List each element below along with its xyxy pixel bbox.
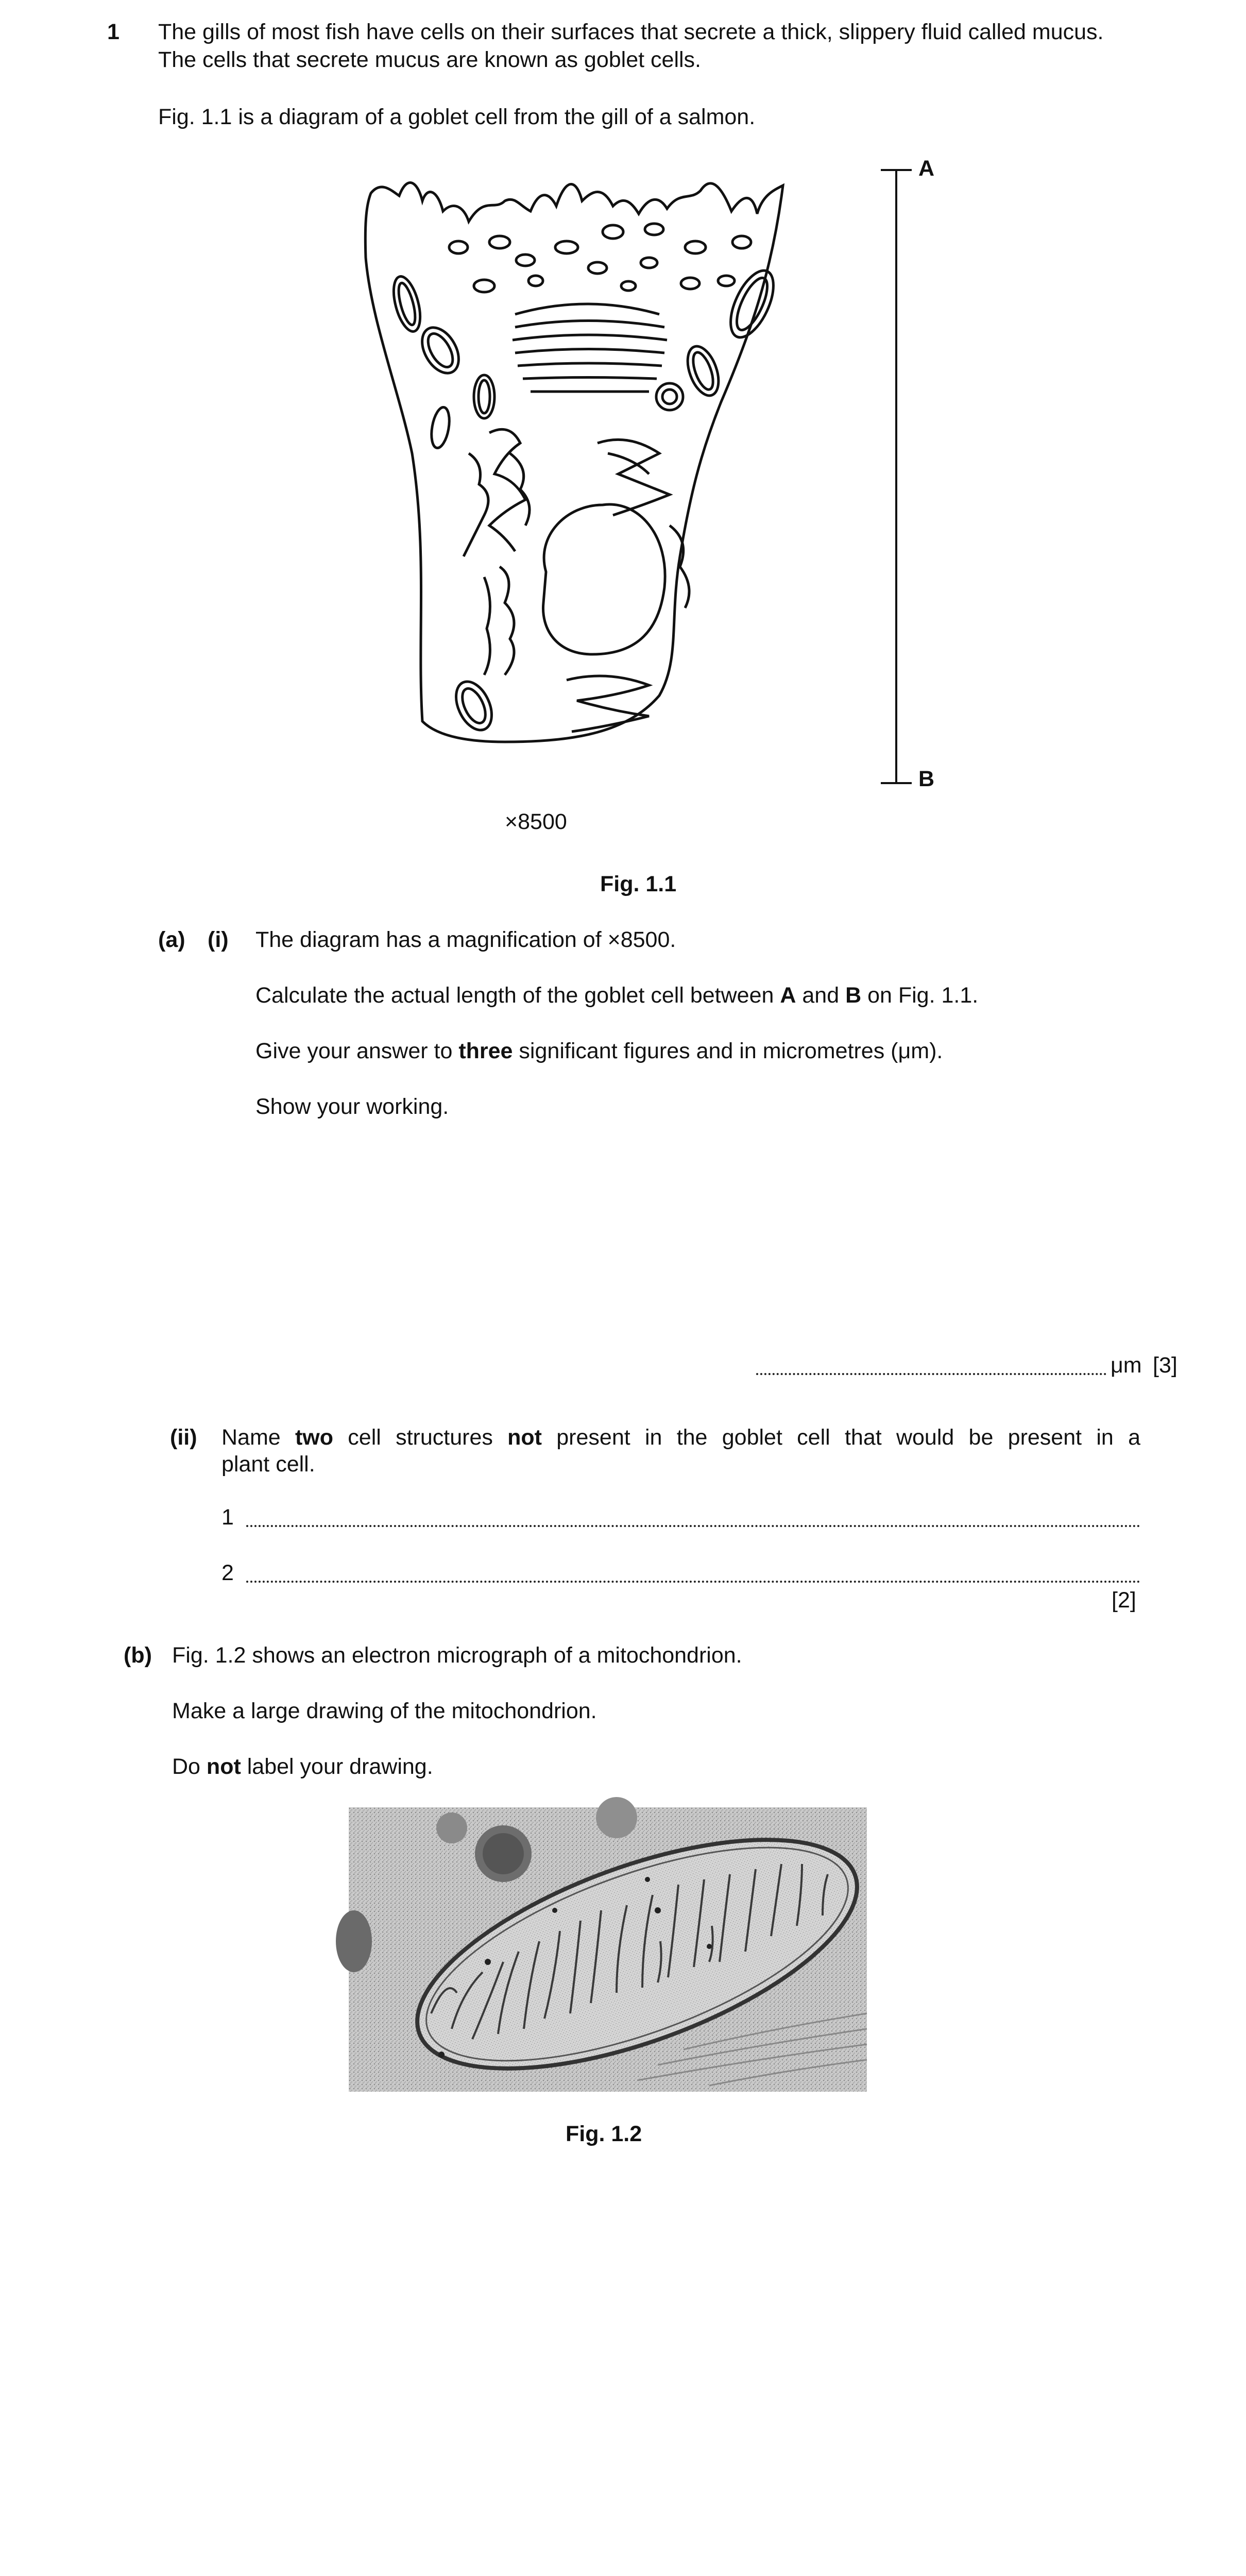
marks-a-ii: [2] <box>1112 1588 1136 1613</box>
part-a-ii-label: (ii) <box>170 1425 197 1450</box>
answer-line-2[interactable] <box>246 1581 1140 1583</box>
line2-pre: Calculate the actual length of the goblet cell between <box>255 983 780 1008</box>
marks-a-i: [3] <box>1153 1353 1177 1378</box>
line2-a: A <box>780 983 796 1008</box>
part-a-i-line2 <box>255 983 978 1008</box>
answer-line-1[interactable] <box>246 1525 1140 1527</box>
b-line3-post: label your drawing. <box>241 1754 433 1779</box>
goblet-cell-diagram <box>350 165 865 804</box>
answer-unit-a-i: μm <box>1111 1353 1142 1378</box>
drawing-area[interactable] <box>124 2174 1140 2576</box>
answer-1-number: 1 <box>221 1505 234 1530</box>
part-a-ii-line2: plant cell. <box>221 1452 315 1477</box>
part-a-i-line4: Show your working. <box>255 1094 449 1119</box>
line3-pre: Give your answer to <box>255 1039 459 1063</box>
line2-b: B <box>845 983 862 1008</box>
part-b-line2: Make a large drawing of the mitochondrion. <box>172 1699 597 1723</box>
part-a-i-line3 <box>255 1039 943 1064</box>
b-line3-bold: not <box>206 1754 241 1779</box>
ii-b1: two <box>295 1425 334 1450</box>
line2-mid: and <box>796 983 846 1008</box>
fig2-caption: Fig. 1.2 <box>566 2122 642 2146</box>
answer-2-number: 2 <box>221 1561 234 1585</box>
fig1-magnification: ×8500 <box>505 809 567 834</box>
part-b-label: (b) <box>124 1643 152 1668</box>
line3-bold: three <box>458 1039 513 1063</box>
fig1-intro: Fig. 1.1 is a diagram of a goblet cell from the gill of a salmon. <box>158 105 756 129</box>
part-a-ii-line1 <box>221 1425 1140 1450</box>
ii-t2: cell structures <box>333 1425 508 1450</box>
part-b-line1: Fig. 1.2 shows an electron micrograph of a mitochondrion. <box>172 1643 742 1668</box>
part-a-i-line1: The diagram has a magnification of ×8500. <box>255 927 676 952</box>
line2-post: on Fig. 1.1. <box>861 983 979 1008</box>
part-a-label: (a) <box>158 927 185 952</box>
cell-membrane <box>365 183 783 742</box>
nucleus <box>543 504 665 654</box>
part-b-line3 <box>172 1754 433 1780</box>
fig1-caption: Fig. 1.1 <box>600 872 677 896</box>
answer-line-a-i[interactable] <box>756 1373 1106 1375</box>
line3-post: significant figures and in micrometres (μm). <box>513 1039 943 1063</box>
mitochondrion-micrograph <box>349 1807 867 2092</box>
intro-line-2: The cells that secrete mucus are known as goblet cells. <box>158 47 702 72</box>
ii-b2: not <box>507 1425 542 1450</box>
intro-line-1: The gills of most fish have cells on their surfaces that secrete a thick, slippery fluid called mucus. <box>158 20 1104 44</box>
fig1-label-a: A <box>918 156 935 181</box>
ii-t3: present in the goblet cell that would be present in a <box>542 1425 1140 1450</box>
b-line3-pre: Do <box>172 1754 207 1779</box>
fig1-label-b: B <box>918 767 935 791</box>
part-a-i-label: (i) <box>208 927 229 952</box>
ii-t1: Name <box>221 1425 295 1450</box>
question-number: 1 <box>107 20 120 44</box>
